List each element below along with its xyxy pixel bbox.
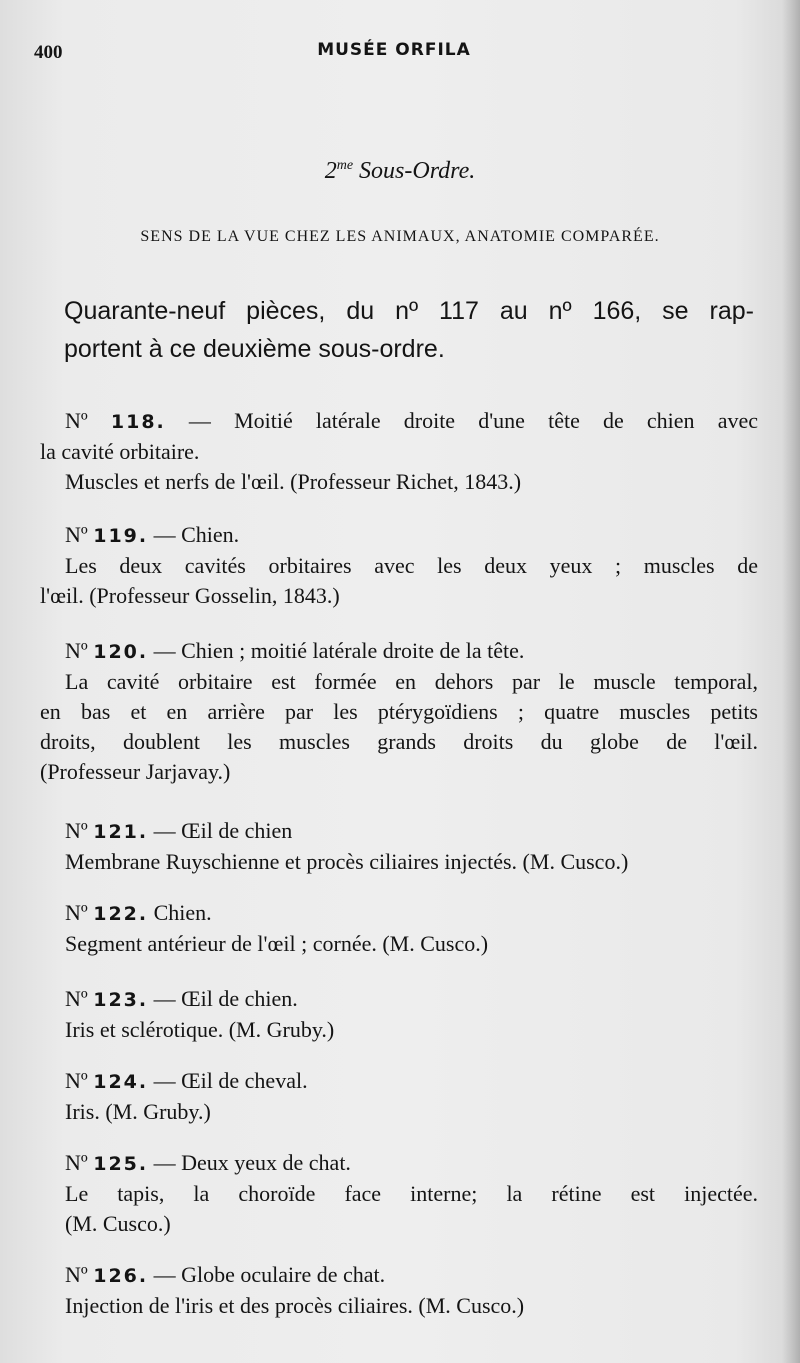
entry-prefix: Nº — [65, 408, 88, 433]
entry-heading — [40, 636, 758, 667]
entry-heading — [40, 1148, 758, 1179]
entry-heading — [40, 1260, 758, 1291]
entry-line: Membrane Ruyschienne et procès ciliaires injectés. (M. Cusco.) — [65, 849, 629, 874]
entry-line: Les deux cavités orbitaires avec les deux yeux ; muscles de — [65, 553, 758, 578]
intro-paragraph — [64, 292, 754, 368]
entry-title: — Chien ; moitié latérale droite de la tête. — [148, 638, 525, 663]
catalog-entry — [40, 1260, 758, 1321]
entry-prefix: Nº — [65, 818, 88, 843]
suborder-number: 2 — [324, 158, 337, 184]
catalog-entry — [40, 520, 758, 611]
entry-number: 125. — [93, 1153, 149, 1175]
section-title: SENS DE LA VUE CHEZ LES ANIMAUX, ANATOMIE COMPARÉE. — [140, 228, 660, 245]
page-header — [32, 38, 756, 68]
entry-heading — [40, 1066, 758, 1097]
entry-line: l'œil. (Professeur Gosselin, 1843.) — [40, 583, 340, 608]
catalog-entry — [40, 406, 758, 497]
page-number: 400 — [34, 42, 63, 63]
entry-title: — Deux yeux de chat. — [148, 1150, 351, 1175]
page-edge-shadow — [782, 0, 800, 1363]
entry-heading — [40, 520, 758, 551]
entry-line: Segment antérieur de l'œil ; cornée. (M. Cusco.) — [65, 931, 489, 956]
catalog-entry — [40, 1148, 758, 1239]
entry-number: 120. — [93, 641, 149, 663]
suborder-suffix: me — [336, 158, 354, 173]
entry-line: Injection de l'iris et des procès ciliaires. (M. Cusco.) — [65, 1293, 525, 1318]
entry-title: — Œil de cheval. — [148, 1068, 308, 1093]
suborder-heading — [0, 158, 800, 185]
entry-prefix: Nº — [65, 1068, 88, 1093]
entry-line: (M. Cusco.) — [65, 1211, 171, 1236]
intro-line: portent à ce deuxième sous-ordre. — [64, 335, 445, 363]
catalog-entry — [40, 1066, 758, 1127]
entry-line: Le tapis, la choroïde face interne; la rétine est injectée. — [65, 1181, 758, 1206]
entry-line: Iris et sclérotique. (M. Gruby.) — [65, 1017, 335, 1042]
entry-prefix: Nº — [65, 638, 88, 663]
entry-line: (Professeur Jarjavay.) — [40, 759, 231, 784]
entry-prefix: Nº — [65, 522, 88, 547]
entry-line: la cavité orbitaire. — [40, 439, 200, 464]
catalog-entry — [40, 984, 758, 1045]
entry-title: Chien. — [148, 900, 212, 925]
entry-number: 122. — [93, 903, 149, 925]
running-title: MUSÉE ORFILA — [317, 40, 471, 60]
entry-number: 118. — [110, 411, 166, 433]
entry-title: — Œil de chien — [148, 818, 293, 843]
entry-number: 126. — [93, 1265, 149, 1287]
entry-number: 121. — [93, 821, 149, 843]
entry-heading — [40, 898, 758, 929]
entry-title: — Chien. — [148, 522, 240, 547]
entry-title: — Moitié latérale droite d'une tête de chien avec — [165, 408, 758, 433]
entry-title: — Globe oculaire de chat. — [148, 1262, 386, 1287]
entry-number: 119. — [93, 525, 149, 547]
entry-prefix: Nº — [65, 1150, 88, 1175]
entry-line: La cavité orbitaire est formée en dehors par le muscle temporal, — [65, 669, 758, 694]
entry-prefix: Nº — [65, 986, 88, 1011]
suborder-label: Sous-Ordre. — [359, 158, 476, 184]
entry-title: — Œil de chien. — [148, 986, 298, 1011]
entry-heading — [40, 816, 758, 847]
entry-line: Muscles et nerfs de l'œil. (Professeur Richet, 1843.) — [65, 469, 522, 494]
catalog-entry — [40, 636, 758, 787]
entry-heading — [40, 406, 758, 437]
catalog-entry — [40, 898, 758, 959]
catalog-entry — [40, 816, 758, 877]
entry-line: droits, doublent les muscles grands droits du globe de l'œil. — [40, 729, 758, 754]
entry-line: Iris. (M. Gruby.) — [65, 1099, 211, 1124]
entry-number: 124. — [93, 1071, 149, 1093]
entry-heading — [40, 984, 758, 1015]
entry-line: en bas et en arrière par les ptérygoïdiens ; quatre muscles petits — [40, 699, 758, 724]
intro-line: Quarante-neuf pièces, du nº 117 au nº 166, se rap- — [64, 297, 754, 325]
entry-prefix: Nº — [65, 900, 88, 925]
entry-prefix: Nº — [65, 1262, 88, 1287]
entry-number: 123. — [93, 989, 149, 1011]
